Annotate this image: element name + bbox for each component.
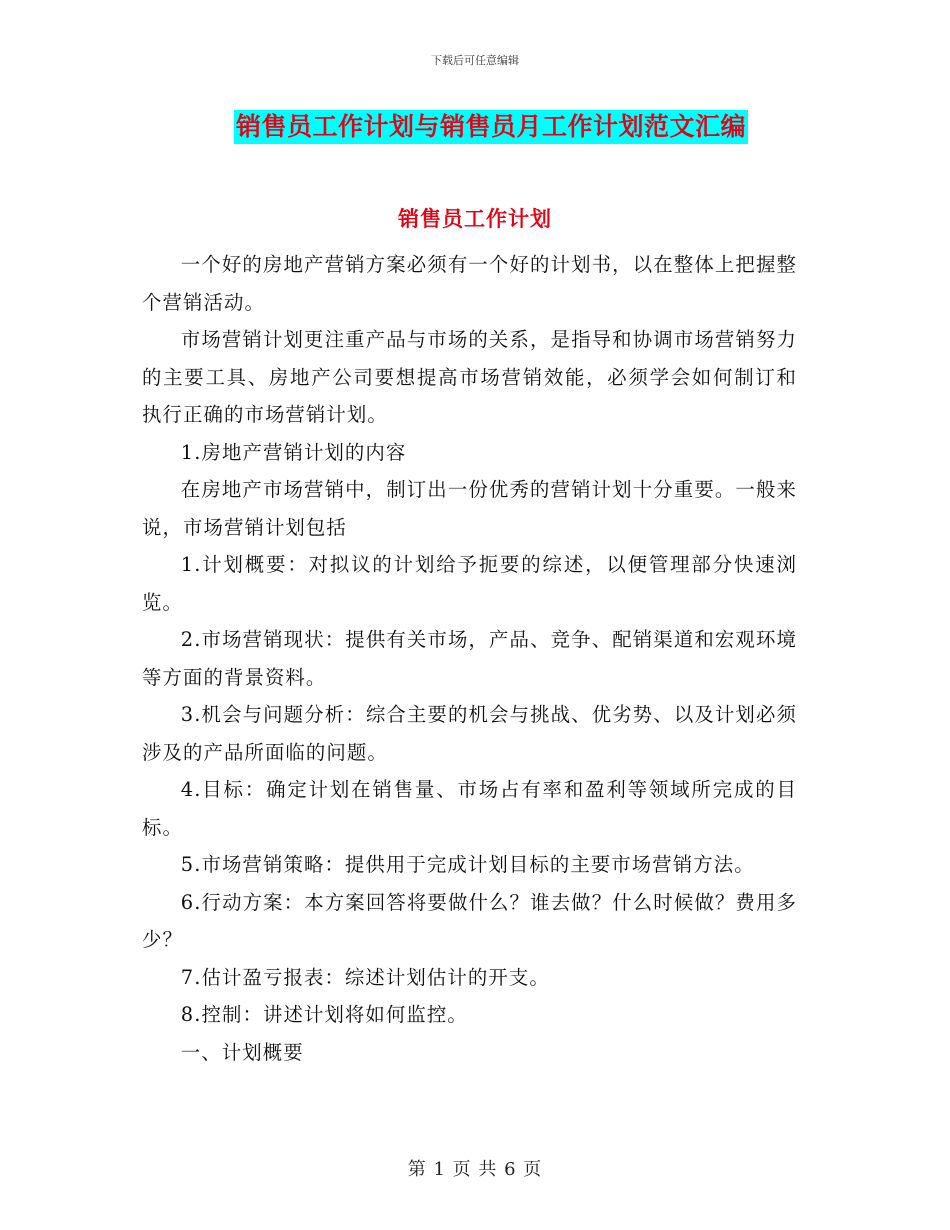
header-note: 下载后可任意编辑 xyxy=(431,54,519,67)
paragraph: 8.控制：讲述计划将如何监控。 xyxy=(180,1003,468,1026)
document-body xyxy=(142,246,797,1071)
paragraph: 1.计划概要：对拟议的计划给予扼要的综述，以便管理部分快速浏览。 xyxy=(142,553,797,614)
document-main-title: 销售员工作计划与销售员月工作计划范文汇编 xyxy=(234,110,748,144)
section-title: 销售员工作计划 xyxy=(398,206,552,231)
paragraph: 6.行动方案：本方案回答将要做什么？谁去做？什么时候做？费用多少？ xyxy=(142,890,797,951)
paragraph: 市场营销计划更注重产品与市场的关系，是指导和协调市场营销努力的主要工具、房地产公司要想提高市场营销效能，必须学会如何制订和执行正确的市场营销计划。 xyxy=(142,328,797,426)
paragraph: 5.市场营销策略：提供用于完成计划目标的主要市场营销方法。 xyxy=(180,853,755,876)
paragraph: 3.机会与问题分析：综合主要的机会与挑战、优劣势、以及计划必须涉及的产品所面临的问题。 xyxy=(142,703,797,764)
paragraph: 在房地产市场营销中，制订出一份优秀的营销计划十分重要。一般来说，市场营销计划包括 xyxy=(142,478,797,539)
paragraph: 7.估计盈亏报表：综述计划估计的开支。 xyxy=(180,965,550,989)
paragraph: 一个好的房地产营销方案必须有一个好的计划书，以在整体上把握整个营销活动。 xyxy=(142,253,797,314)
page-indicator: 第 1 页 共 6 页 xyxy=(407,1159,543,1180)
paragraph: 一、计划概要 xyxy=(180,1040,304,1064)
paragraph: 2.市场营销现状：提供有关市场，产品、竞争、配销渠道和宏观环境等方面的背景资料。 xyxy=(142,628,797,689)
paragraph: 1.房地产营销计划的内容 xyxy=(180,440,407,464)
paragraph: 4.目标：确定计划在销售量、市场占有率和盈利等领域所完成的目标。 xyxy=(142,778,797,839)
